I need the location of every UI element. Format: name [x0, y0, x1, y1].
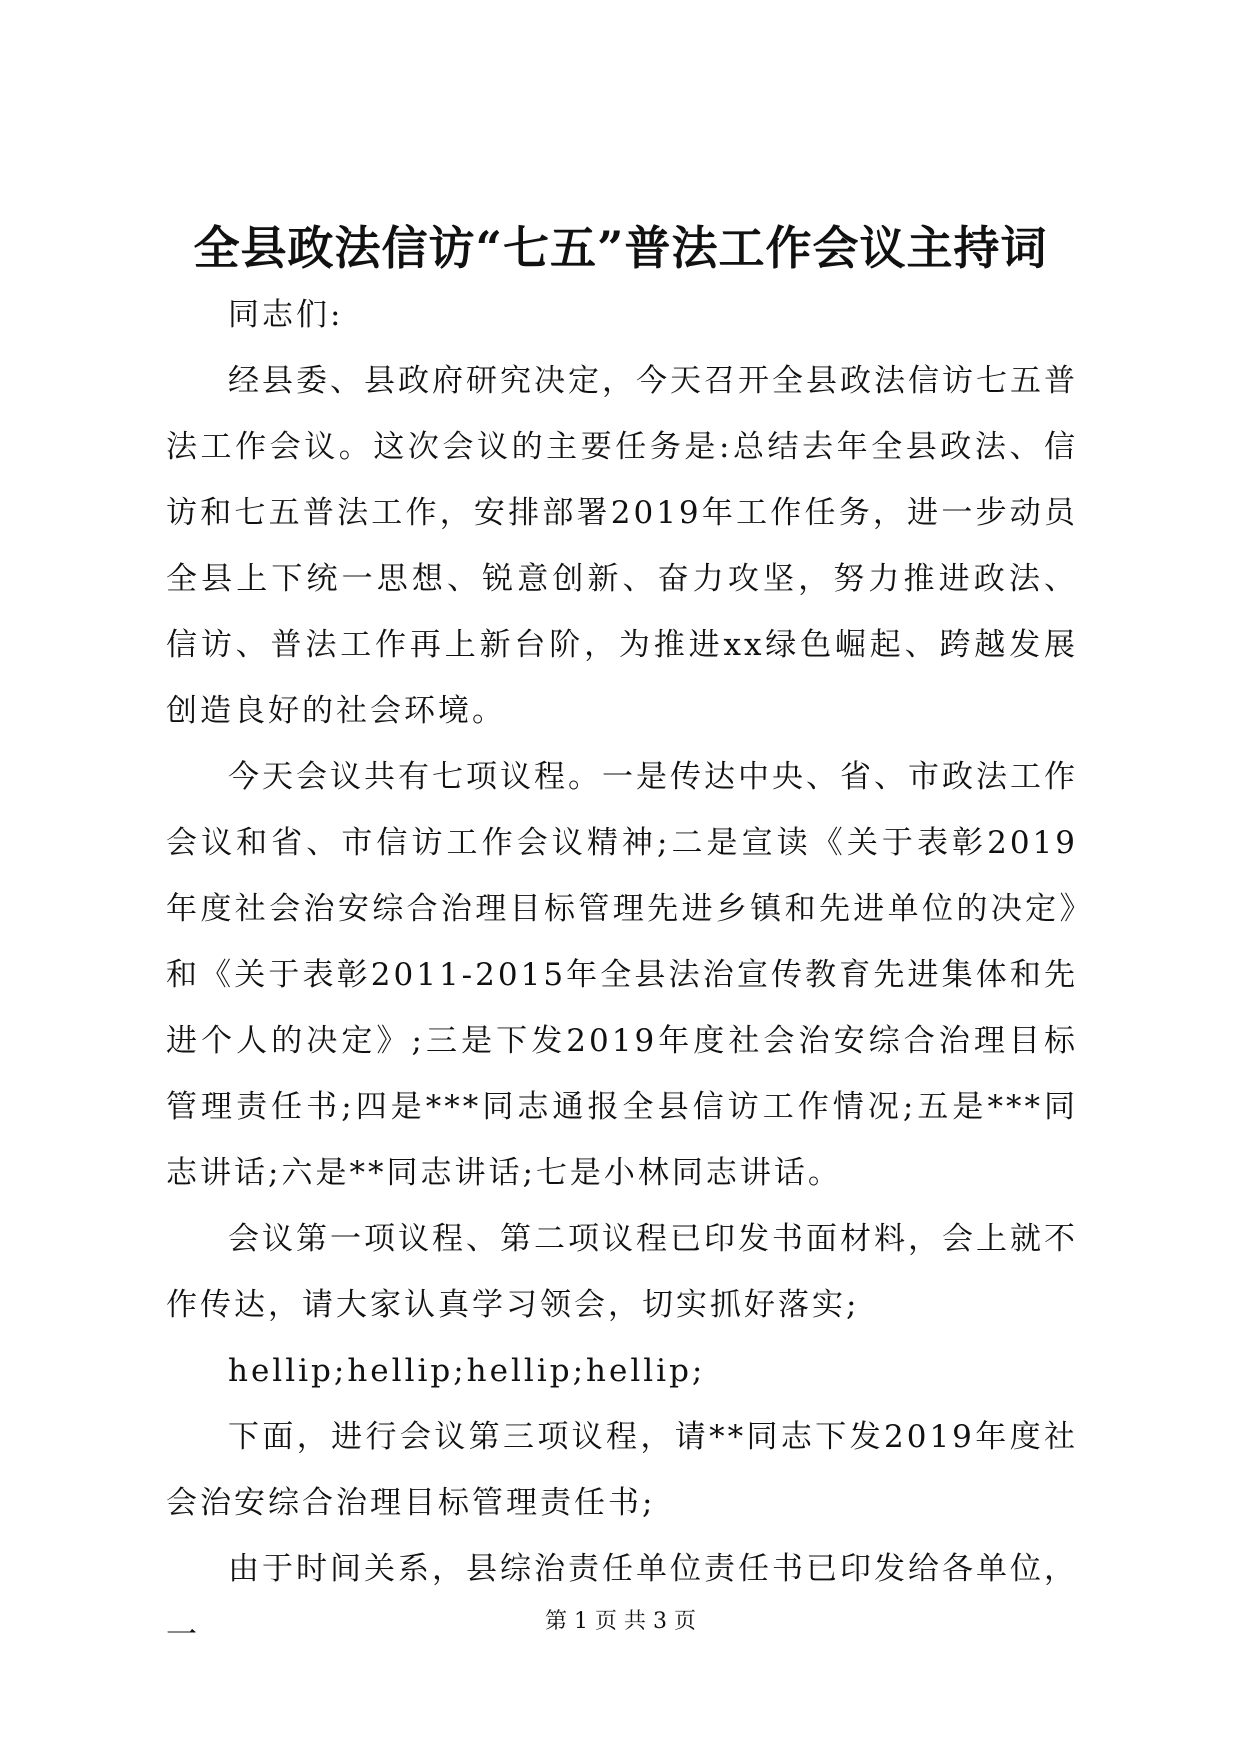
- document-body: [166, 282, 1078, 1668]
- paragraph-agenda-item-3: 下面，进行会议第三项议程，请**同志下发2019年度社会治安综合治理目标管理责任书;: [166, 1419, 1078, 1521]
- paragraph-time-note: 由于时间关系，县综治责任单位责任书已印发给各单位，一: [166, 1551, 1078, 1653]
- paragraph-meeting-purpose: 经县委、县政府研究决定，今天召开全县政法信访七五普法工作会议。这次会议的主要任务是:总结去年全县政法、信访和七五普法工作，安排部署2019年工作任务，进一步动员全县上下统一思想、锐意创新、奋力攻坚，努力推进政法、信访、普法工作再上新台阶，为推进xx绿色崛起、跨越发展创造良好的社会环境。: [166, 363, 1078, 729]
- paragraph-agenda-items-1-2: 会议第一项议程、第二项议程已印发书面材料，会上就不作传达，请大家认真学习领会，切实抓好落实;: [166, 1221, 1078, 1323]
- document-title: 全县政法信访“七五”普法工作会议主持词: [193, 221, 1048, 275]
- page-number-footer: 第 1 页 共 3 页: [545, 1609, 696, 1634]
- greeting-paragraph: 同志们:: [228, 297, 344, 333]
- paragraph-ellipsis: hellip;hellip;hellip;hellip;: [228, 1353, 706, 1389]
- paragraph-agenda: 今天会议共有七项议程。一是传达中央、省、市政法工作会议和省、市信访工作会议精神;二是宣读《关于表彰2019年度社会治安综合治理目标管理先进乡镇和先进单位的决定》和《关于表彰2011-2015年全县法治宣传教育先进集体和先进个人的决定》;三是下发2019年度社会治安综合治理目标管理责任书;四是***同志通报全县信访工作情况;五是***同志讲话;六是**同志讲话;七是小林同志讲话。: [166, 759, 1078, 1191]
